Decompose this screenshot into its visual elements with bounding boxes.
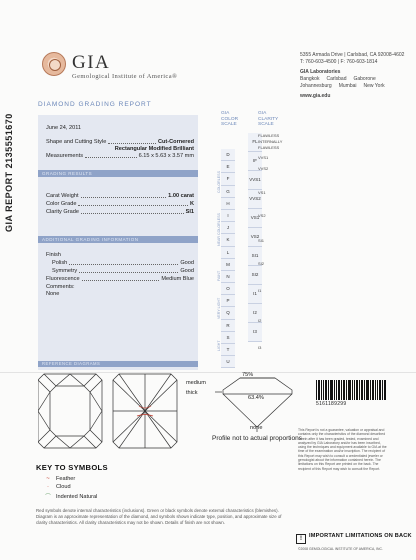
lab-city: Carlsbad: [326, 76, 347, 82]
clarity-side-label: VS1: [258, 190, 266, 195]
key-item-cloud: [44, 484, 71, 490]
crown-view-diagram: [38, 374, 102, 448]
fluorescence-row: [46, 276, 194, 283]
table-percentage: 75%: [242, 372, 254, 378]
color-grade: F: [221, 173, 235, 185]
color-label: Color Grade: [46, 201, 77, 207]
leader-dots: [79, 268, 178, 273]
color-grade: U: [221, 356, 235, 368]
color-grade: K: [221, 234, 235, 246]
labs-title: GIA Laboratories: [300, 69, 341, 75]
color-grade: O: [221, 283, 235, 295]
clarity-value: SI1: [185, 209, 194, 215]
color-group-label: COLORLESS: [217, 171, 221, 193]
shape-row-2: [46, 146, 194, 153]
color-grade: E: [221, 161, 235, 173]
carat-label: Carat Weight: [46, 193, 79, 199]
clarity-grade: I3: [248, 323, 262, 342]
shape-value-1: Cut-Cornered: [157, 139, 194, 145]
clarity-label: Clarity Grade: [46, 209, 79, 215]
profile-note: Profile not to actual proportions: [212, 435, 302, 442]
color-grade: G: [221, 186, 235, 198]
measurements-label: Measurements: [46, 153, 83, 159]
key-to-symbols-title: KEY TO SYMBOLS: [36, 463, 108, 472]
report-date: June 24, 2011: [46, 125, 82, 131]
clarity-grade: FL: [248, 133, 262, 152]
lab-address-block: [300, 52, 410, 100]
finish-label: Finish: [46, 252, 61, 258]
barcode-image: [316, 380, 386, 400]
clarity-row: [46, 209, 194, 216]
clarity-grade: VVS2: [248, 190, 262, 209]
color-grade: S: [221, 332, 235, 344]
leader-dots: [69, 260, 178, 265]
clarity-side-label: I1: [258, 288, 262, 293]
shape-label: Shape and Cutting Style: [46, 139, 107, 145]
phone-line: T: 760-603-4500 | F: 760-603-1814: [300, 59, 378, 65]
leader-dots: [81, 209, 184, 214]
clarity-grade: I2: [248, 304, 262, 323]
key-item-label: Cloud: [56, 484, 71, 490]
heading-line: CLARITY: [258, 116, 279, 122]
clarity-side-label: I2: [258, 318, 262, 323]
color-grade: D: [221, 149, 235, 161]
clarity-side-label: FLAWLESS: [258, 145, 280, 150]
lab-city: Gaborone: [353, 76, 376, 82]
heading-line: SCALE: [221, 122, 237, 127]
color-grade: T: [221, 344, 235, 356]
reference-diagrams-band: REFERENCE DIAGRAMS: [38, 361, 198, 367]
lab-city: New York: [363, 83, 385, 89]
clarity-grade: VS2: [248, 228, 262, 247]
feather-icon: ~: [46, 476, 50, 482]
leader-dots: [108, 139, 156, 144]
clarity-grade: SI1: [248, 247, 262, 266]
lab-city: Bangkok: [300, 76, 320, 82]
polish-label: Polish: [52, 260, 68, 266]
clarity-side-label: I3: [258, 345, 262, 350]
color-grade: J: [221, 222, 235, 234]
copyright-line: ©2008 GEMOLOGICAL INSTITUTE OF AMERICA, INC.: [298, 547, 383, 551]
clarity-grade: SI2: [248, 266, 262, 285]
color-grade: R: [221, 320, 235, 332]
pavilion-view-diagram: [113, 374, 177, 448]
key-item-label: Feather: [56, 476, 76, 482]
heading-line: GIA: [258, 111, 267, 116]
color-grade: Q: [221, 307, 235, 319]
diagram-note: Red symbols denote internal characteristics (inclusions). Green or black symbols denote external characteristics (blemishes). Diagram is an approximate representation of the diamond, and symbols shown indicate type, position, and approximate size of clarity characteristics. All clarity characteristics may not be shown. Details of finish are not shown.: [36, 508, 282, 525]
key-item-indented-natural: [44, 492, 97, 501]
indented-natural-icon: ⌒: [44, 495, 51, 501]
clarity-plot-diagrams: [38, 370, 188, 452]
color-scale-heading: [221, 111, 238, 128]
polish-value: Good: [180, 260, 194, 266]
labs-row-2: [300, 83, 410, 90]
institute-name: Gemological Institute of America®: [72, 73, 178, 80]
fluorescence-label: Fluorescence: [46, 276, 80, 282]
measurements-value: 6.15 x 5.63 x 3.57 mm: [138, 153, 194, 159]
leader-dots: [85, 153, 137, 158]
shape-value-2: Rectangular Modified Brilliant: [114, 146, 194, 152]
comments-value: None: [46, 291, 60, 297]
additional-info-band: ADDITIONAL GRADING INFORMATION: [38, 236, 198, 243]
culet-label: none: [250, 425, 263, 431]
clarity-side-label: VVS1: [258, 155, 269, 160]
cloud-icon: ·: [47, 484, 49, 490]
key-item-feather: [44, 476, 75, 482]
heading-line: COLOR: [221, 116, 239, 122]
color-grade: L: [221, 247, 235, 259]
clarity-side-label: INTERNALLY: [258, 139, 283, 144]
fluorescence-value: Medium Blue: [161, 276, 194, 282]
gia-logo-text: GIA: [72, 52, 111, 73]
clarity-side-label: SI1: [258, 238, 265, 243]
carat-value: 1.00 carat: [168, 193, 194, 199]
shape-row: [46, 139, 194, 146]
color-grade: M: [221, 259, 235, 271]
grading-results-band: GRADING RESULTS: [38, 170, 198, 177]
color-group-label: FAINT: [217, 270, 221, 281]
leader-dots: [82, 276, 160, 281]
clarity-grade: VS1: [248, 209, 262, 228]
girdle-label: medium: [186, 380, 206, 386]
color-grade: H: [221, 198, 235, 210]
color-group-label: LIGHT: [217, 340, 221, 351]
color-scale-column: [221, 149, 235, 368]
color-grade: P: [221, 295, 235, 307]
report-title: DIAMOND GRADING REPORT: [38, 101, 152, 108]
color-group-label: NEAR COLORLESS: [217, 213, 221, 246]
clarity-side-label: FLAWLESS: [258, 133, 280, 138]
clarity-grade: I1: [248, 285, 262, 304]
leader-dots: [78, 201, 187, 206]
clarity-side-label: VS2: [258, 213, 266, 218]
lab-city: Mumbai: [338, 83, 357, 89]
leader-dots: [81, 193, 167, 198]
symmetry-label: Symmetry: [52, 268, 78, 274]
barcode-number: 5161189299: [316, 401, 347, 407]
labs-row-1: [300, 76, 410, 83]
comments-label: Comments:: [46, 284, 75, 290]
clarity-side-label: SI2: [258, 261, 265, 266]
carat-row: [46, 193, 194, 200]
lab-city: Johannesburg: [300, 83, 332, 89]
heading-line: SCALE: [258, 122, 274, 127]
limitations-icon: !: [296, 534, 306, 544]
report-number-vertical: GIA REPORT 2135551670: [4, 113, 14, 232]
key-item-label: Indented Natural: [56, 493, 98, 500]
symmetry-value: Good: [180, 268, 194, 274]
girdle-label-2: thick: [186, 390, 198, 396]
important-limitations: IMPORTANT LIMITATIONS ON BACK: [309, 533, 412, 539]
color-grade: I: [221, 210, 235, 222]
color-row: [46, 201, 194, 208]
report-details-panel: [38, 115, 198, 370]
clarity-grade: VVS1: [248, 171, 262, 190]
report-disclaimer: This Report is not a guarantee, valuation or appraisal and contains only the characteristics of the diamond described herein after it has been graded, tested, examined and analyzed by GIA Laboratory and/or has been inscribed, using the techniques and equipment available to GIA at the time of the examination and/or inscription. The recipient of this Report may wish to consult a credentialed jeweler or gemologist about the information contained herein. The limitations on this Report are printed on the back. The recipient of this Report may wish to consult the Report.: [298, 428, 387, 471]
symmetry-row: [52, 268, 194, 275]
measurements-row: [46, 153, 194, 160]
clarity-grade: IF: [248, 152, 262, 171]
polish-row: [52, 260, 194, 267]
gia-seal-icon: [42, 52, 66, 76]
clarity-side-label: VVS2: [258, 166, 269, 171]
diamond-profile-outline: [223, 378, 292, 427]
address-line: 5355 Armada Drive | Carlsbad, CA 92008-4602: [300, 52, 405, 58]
clarity-scale-heading: [258, 111, 278, 128]
color-group-label: VERY LIGHT: [217, 297, 221, 319]
website-link[interactable]: www.gia.edu: [300, 93, 331, 99]
depth-percentage: 63.4%: [248, 395, 264, 401]
heading-line: GIA: [221, 111, 230, 116]
color-grade: N: [221, 271, 235, 283]
color-value: K: [189, 201, 194, 207]
